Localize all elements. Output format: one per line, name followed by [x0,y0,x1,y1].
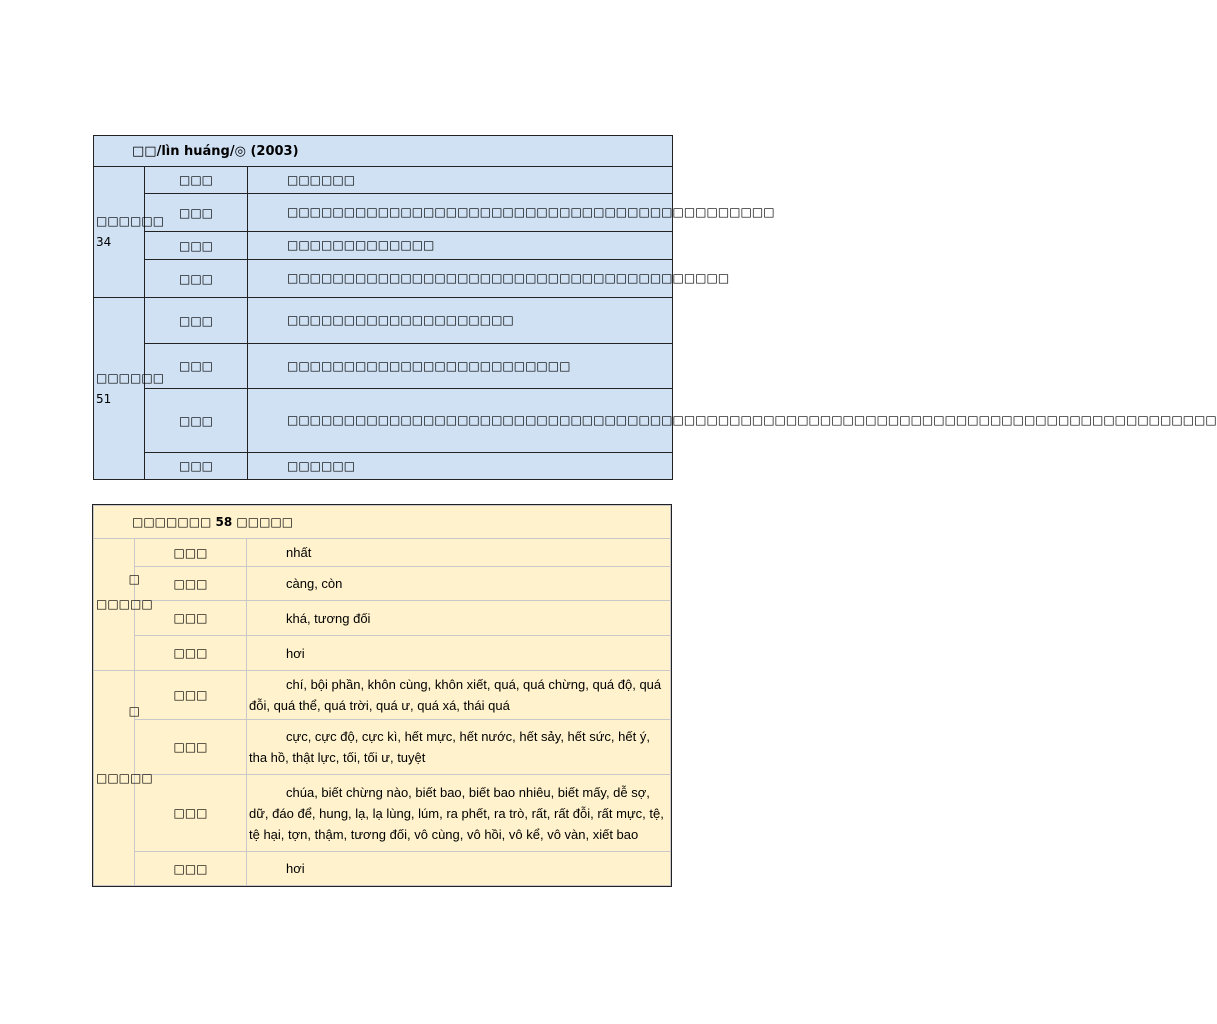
row-code: □□□ [135,720,247,775]
row-code: □□□ [135,775,247,852]
row-text: □□□□□□□□□□□□□□□□□□□□□□□□□□□□□□□□□□□□□□□□□□□ [248,194,673,232]
row-text: □□□□□□□□□□□□□□□□□□□□□□□□□ [248,344,673,389]
row-code: □□□ [145,232,248,260]
row-code: □□□ [135,636,247,671]
group-count: 34 [96,235,112,249]
row-text: □□□□□□ [248,453,673,480]
row-text: khá, tương đối [247,601,671,636]
group-mark: □ [128,572,140,586]
row-code: □□□ [135,539,247,567]
row-code: □□□ [145,167,248,194]
row-text: cực, cực độ, cực kì, hết mực, hết nước, hết sảy, hết sức, hết ý, tha hồ, thật lực, tối, tối ư, tuyệt [247,720,671,775]
row-text: □□□□□□□□□□□□□□□□□□□□ [248,298,673,344]
row-code: □□□ [145,453,248,480]
row-text: càng, còn [247,567,671,601]
table-1-group-1 [94,167,165,298]
row-text: chí, bội phần, khôn cùng, khôn xiết, quá, quá chừng, quá độ, quá đỗi, quá thể, quá trời, quá ư, quá xá, thái quá [247,671,671,720]
row-code: □□□ [145,344,248,389]
group-label: □□□□□□ [96,370,165,385]
row-text: □□□□□□□□□□□□□□□□□□□□□□□□□□□□□□□□□□□□□□□ [248,260,673,298]
row-code: □□□ [145,389,248,453]
row-code: □□□ [135,852,247,886]
row-text: □□□□□□ [248,167,673,194]
row-text: chúa, biết chừng nào, biết bao, biết bao nhiêu, biết mấy, dễ sợ, dữ, đáo để, hung, lạ, lạ lùng, lúm, ra phết, ra trò, rất, rất đỗi, rất mực, tệ, tệ hại, tợn, thậm, tương đối, vô cùng, vô hồi, vô kể, vô vàn, xiết bao [247,775,671,852]
table-1-group-2 [94,298,165,480]
row-code: □□□ [145,298,248,344]
row-code: □□□ [145,194,248,232]
table-2-header: □□□□□□□ 58 □□□□□ [94,506,671,539]
row-text: □□□□□□□□□□□□□ [248,232,673,260]
row-text: hơi [247,852,671,886]
group-label: □□□□□□ [96,214,165,228]
table-1-header: □□/lìn huáng/◎ (2003) [94,136,673,167]
lexicon-table-2 [93,505,671,886]
group-mark: □ [128,704,140,718]
row-text: □□□□□□□□□□□□□□□□□□□□□□□□□□□□□□□□□□□□□□□□□□□□□□□□□□□□□□□□□□□□□□□□□□□□□□□□□□□□□□□□□□ [248,389,673,453]
table-2-group-1 [94,539,153,671]
row-code: □□□ [135,671,247,720]
table-2-group-2 [94,671,153,886]
lexicon-table-1 [93,135,1217,480]
group-label: □□□□□ [96,770,153,785]
row-text: hơi [247,636,671,671]
row-code: □□□ [135,567,247,601]
group-count: 51 [96,391,112,406]
row-code: □□□ [145,260,248,298]
row-code: □□□ [135,601,247,636]
group-label: □□□□□ [96,597,153,611]
row-text: nhất [247,539,671,567]
